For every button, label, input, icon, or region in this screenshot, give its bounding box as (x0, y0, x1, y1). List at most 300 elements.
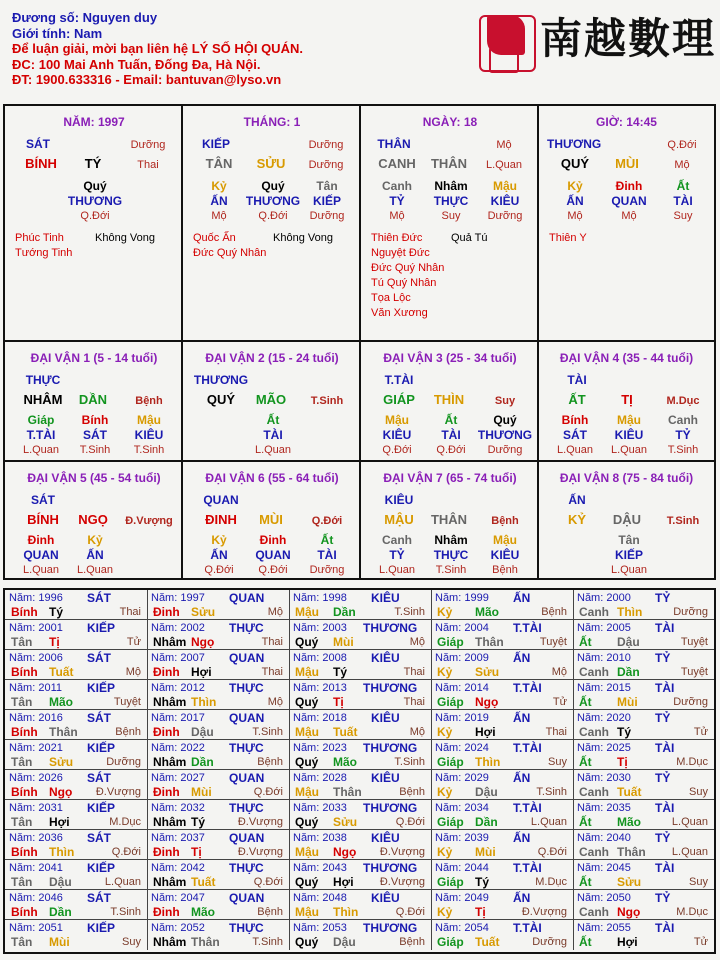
year-value: 2008 (322, 652, 347, 664)
year-branch: Thìn (191, 695, 217, 709)
year-stem: Quý (295, 635, 319, 649)
year-value: 2015 (606, 682, 631, 694)
year-god: TỶ (655, 591, 671, 605)
year-stem: Bính (11, 785, 38, 799)
year-stem: Đinh (153, 665, 180, 679)
header-info (12, 10, 303, 88)
year-god: THỰC (229, 621, 264, 635)
year-label: Năm: 2011 (9, 682, 62, 694)
year-stem: Mậu (295, 725, 319, 739)
year-god: KIẾP (87, 741, 116, 755)
year-value: 2051 (38, 922, 63, 934)
year-stage: T.Sinh (110, 906, 141, 918)
year-stem: Kỷ (437, 845, 453, 859)
year-label: Năm: 1998 (293, 592, 347, 604)
hidden-stem: Ất (444, 413, 458, 427)
hidden-stem-stage: Q.Đới (382, 444, 412, 456)
year-label: Năm: 2004 (435, 622, 489, 634)
hidden-stem: Canh (668, 413, 698, 427)
chart-grid (3, 104, 716, 580)
hidden-stem-stage: Dưỡng (309, 564, 345, 576)
year-value: 2042 (180, 862, 205, 874)
dai-van-stem: ẤT (568, 392, 586, 407)
year-value: 2017 (180, 712, 205, 724)
dai-van-stage: Suy (494, 395, 516, 407)
hidden-stem-god: QUAN (23, 548, 59, 562)
year-branch: Dậu (475, 785, 498, 799)
hidden-stem-stage: Bệnh (492, 564, 518, 576)
year-value: 2052 (180, 922, 205, 934)
year-branch: Tuất (49, 665, 74, 679)
year-value: 2026 (38, 772, 63, 784)
year-label: Năm: 2020 (577, 712, 631, 724)
dai-van-stem: KỶ (567, 512, 587, 527)
hidden-stem-god: THƯƠNG (477, 428, 533, 442)
year-god: THƯƠNG (363, 741, 418, 755)
year-stage: Đ.Vượng (237, 816, 283, 828)
year-stem: Canh (579, 845, 609, 859)
year-stem: Canh (579, 665, 609, 679)
year-value: 2049 (464, 892, 489, 904)
year-cell (431, 590, 574, 620)
year-cell (431, 710, 574, 740)
year-branch: Mùi (475, 845, 496, 859)
year-label: Năm: 2051 (9, 922, 63, 934)
hidden-stem-god: QUAN (611, 194, 647, 208)
hidden-stem-god: THỰC (433, 548, 469, 562)
year-cell (431, 770, 574, 800)
year-stem: Kỷ (437, 725, 453, 739)
year-cell (147, 770, 290, 800)
hidden-stem: Mậu (385, 413, 409, 427)
year-god: T.TÀI (513, 801, 542, 815)
year-cell (147, 860, 290, 890)
year-branch: Thìn (49, 845, 75, 859)
hidden-stem-stage: Dưỡng (487, 210, 523, 222)
hidden-stem: Bính (561, 413, 589, 427)
year-stem: Bính (11, 845, 38, 859)
year-label: Năm: 2000 (577, 592, 631, 604)
year-stem: Bính (11, 725, 38, 739)
year-branch: Hợi (333, 875, 354, 889)
hidden-stem: Nhâm (434, 533, 468, 547)
year-label: Năm: 2015 (577, 682, 631, 694)
year-god: TÀI (655, 621, 675, 635)
year-branch: Dậu (191, 725, 214, 739)
year-stage: Thai (261, 636, 283, 648)
year-label: Năm: 2005 (577, 622, 631, 634)
year-value: 2004 (464, 622, 489, 634)
year-value: 2001 (38, 622, 63, 634)
year-god: TỶ (655, 711, 671, 725)
year-stage: Thai (545, 726, 567, 738)
year-stem: Ất (579, 935, 592, 949)
year-stage: Bệnh (115, 726, 141, 738)
hidden-stem: Ất (320, 533, 334, 547)
year-stage: L.Quan (671, 816, 708, 828)
pillar-branch: TÝ (84, 156, 102, 171)
year-god: THƯƠNG (363, 801, 418, 815)
year-branch: Thân (475, 635, 504, 649)
year-stem: Bính (11, 665, 38, 679)
hidden-stem-stage: L.Quan (76, 564, 114, 576)
year-god: KIÊU (371, 591, 400, 605)
hidden-stem-god: KIÊU (490, 194, 520, 208)
year-value: 2028 (322, 772, 347, 784)
hidden-stem: Bính (81, 413, 109, 427)
year-cell (573, 770, 714, 800)
dai-van-stem: ĐINH (205, 512, 237, 527)
year-cell (147, 680, 290, 710)
year-label: Năm: 2035 (577, 802, 631, 814)
year-cell (147, 920, 290, 950)
year-cell (147, 830, 290, 860)
year-cell (573, 710, 714, 740)
year-god: KIÊU (371, 711, 400, 725)
year-label: Năm: 2002 (151, 622, 205, 634)
dai-van-stem: MẬU (384, 512, 414, 527)
year-stage: Bệnh (399, 936, 425, 948)
hidden-stem-stage: Q.Đới (436, 444, 466, 456)
hidden-stem-god: SÁT (83, 428, 107, 442)
year-label: Năm: 2027 (151, 772, 205, 784)
year-stem: Tân (11, 695, 33, 709)
year-stage: Tuyệt (113, 696, 141, 708)
year-label: Năm: 2055 (577, 922, 631, 934)
hidden-stem-stage: T.Sinh (79, 444, 111, 456)
year-branch: Thìn (475, 755, 501, 769)
year-stage: Bệnh (257, 906, 283, 918)
dai-van-title: ĐẠI VẬN 3 (25 - 34 tuổi) (383, 351, 517, 365)
year-label: Năm: 2033 (293, 802, 347, 814)
year-stage: Q.Đới (253, 876, 283, 888)
hidden-stem-stage: L.Quan (254, 444, 292, 456)
hidden-stem-stage: Q.Đới (258, 564, 288, 576)
hidden-stem-god: KIÊU (490, 548, 520, 562)
year-label: Năm: 2029 (435, 772, 489, 784)
pillar-title: THÁNG: 1 (243, 115, 301, 129)
pillar-title: NĂM: 1997 (63, 115, 125, 129)
year-label: Năm: 2008 (293, 652, 347, 664)
year-stage: L.Quan (530, 816, 567, 828)
year-stem: Quý (295, 875, 319, 889)
pillar-branch-stage: Mộ (674, 159, 690, 171)
year-stage: Tuyệt (680, 666, 708, 678)
star-name: Đức Quý Nhân (193, 247, 267, 259)
year-label: Năm: 2010 (577, 652, 631, 664)
year-label: Năm: 2012 (151, 682, 205, 694)
year-stem: Quý (295, 695, 319, 709)
year-god: TỶ (655, 771, 671, 785)
year-branch: Ngọ (49, 785, 73, 799)
year-branch: Thân (191, 935, 220, 949)
year-branch: Hợi (191, 665, 212, 679)
year-value: 2046 (38, 892, 63, 904)
year-value: 2003 (322, 622, 347, 634)
year-branch: Dần (333, 605, 356, 619)
year-stage: Dưỡng (673, 696, 708, 708)
year-god: SÁT (87, 651, 111, 665)
year-stem: Bính (11, 605, 38, 619)
pillar-branch: SỬU (256, 156, 286, 171)
year-cell (5, 800, 148, 830)
year-god: T.TÀI (513, 681, 542, 695)
year-stage: L.Quan (104, 876, 141, 888)
year-stem: Giáp (437, 815, 464, 829)
year-god: T.TÀI (513, 921, 542, 935)
year-stage: Tuyệt (680, 636, 708, 648)
year-branch: Tuất (475, 935, 500, 949)
year-cell (5, 620, 148, 650)
year-value: 2030 (606, 772, 631, 784)
hidden-stem: Mậu (493, 179, 517, 193)
year-god: KIẾP (87, 921, 116, 935)
hidden-stem: Kỷ (211, 533, 227, 547)
year-god: QUAN (229, 651, 265, 665)
year-god: THỰC (229, 801, 264, 815)
year-god: ẤN (513, 891, 531, 905)
hidden-stem-god: TÀI (441, 428, 461, 442)
year-stage: Đ.Vượng (95, 786, 141, 798)
year-value: 2031 (38, 802, 63, 814)
year-cell (147, 620, 290, 650)
year-stage: Bệnh (399, 786, 425, 798)
year-cell (5, 830, 148, 860)
hidden-stem-god: KIẾP (614, 548, 643, 562)
year-stage: Q.Đới (253, 786, 283, 798)
year-stem: Kỷ (437, 665, 453, 679)
year-label: Năm: 2014 (435, 682, 489, 694)
year-god: SÁT (87, 711, 111, 725)
year-cell (431, 740, 574, 770)
year-stage: Tử (693, 936, 708, 948)
dai-van-god: SÁT (31, 493, 55, 507)
year-branch: Dậu (49, 875, 72, 889)
year-branch: Sửu (617, 875, 642, 889)
dai-van-stage: Đ.Vượng (125, 515, 173, 527)
hidden-stem-god: ẤN (566, 194, 584, 208)
year-stem: Nhâm (153, 815, 187, 829)
year-stage: M.Dục (676, 906, 708, 918)
year-label: Năm: 2053 (293, 922, 347, 934)
year-stem: Tân (11, 755, 33, 769)
hidden-stem-stage: T.Sinh (667, 444, 699, 456)
year-value: 1997 (180, 592, 205, 604)
year-value: 2047 (180, 892, 205, 904)
year-value: 2055 (606, 922, 631, 934)
hidden-stem-god: KIÊU (382, 428, 412, 442)
year-label: Năm: 2044 (435, 862, 489, 874)
year-god: T.TÀI (513, 621, 542, 635)
year-stem: Ất (579, 635, 592, 649)
dai-van-stage: T.Sinh (666, 515, 700, 527)
hidden-stem-stage: Dưỡng (487, 444, 523, 456)
year-god: QUAN (229, 831, 265, 845)
year-god: THỰC (229, 861, 264, 875)
year-value: 2050 (606, 892, 631, 904)
year-stem: Tân (11, 935, 33, 949)
year-god: TÀI (655, 681, 675, 695)
hidden-stem-stage: Mộ (621, 210, 637, 222)
year-value: 2021 (38, 742, 63, 754)
year-label: Năm: 1997 (151, 592, 205, 604)
year-cell (289, 890, 432, 920)
pillar-stem-stage: Dưỡng (308, 139, 344, 151)
hidden-stem-god: ẤN (86, 548, 104, 562)
hidden-stem: Mậu (617, 413, 641, 427)
year-label: Năm: 2036 (9, 832, 63, 844)
year-god: T.TÀI (513, 861, 542, 875)
year-value: 2037 (180, 832, 205, 844)
year-branch: Thân (333, 785, 362, 799)
year-cell (573, 620, 714, 650)
year-cell (573, 830, 714, 860)
hidden-stem-stage: L.Quan (610, 444, 648, 456)
year-value: 1999 (464, 592, 489, 604)
year-branch: Dậu (333, 935, 356, 949)
star-name: Quả Tú (451, 232, 488, 244)
hidden-stem-stage: Mộ (567, 210, 583, 222)
year-branch: Tuất (191, 875, 216, 889)
year-stem: Mậu (295, 845, 319, 859)
year-value: 2020 (606, 712, 631, 724)
year-stage: Dưỡng (532, 936, 567, 948)
pillar-stem: QUÝ (560, 156, 590, 171)
hidden-stem: Tân (618, 533, 640, 547)
year-stem: Tân (11, 635, 33, 649)
year-value: 2006 (38, 652, 63, 664)
year-stage: Tử (693, 726, 708, 738)
star-name: Nguyệt Đức (371, 247, 430, 259)
dai-van-cell (361, 462, 539, 578)
year-stem: Nhâm (153, 875, 187, 889)
year-label: Năm: 2013 (293, 682, 347, 694)
year-branch: Ngọ (475, 695, 499, 709)
year-stage: Mộ (125, 666, 141, 678)
year-god: KIẾP (87, 681, 116, 695)
year-branch: Tý (617, 725, 632, 739)
year-branch: Mùi (49, 935, 70, 949)
year-branch: Dần (49, 905, 72, 919)
year-stem: Ất (579, 755, 592, 769)
year-cell (289, 920, 432, 950)
year-god: QUAN (229, 771, 265, 785)
year-cell (147, 710, 290, 740)
subject-name: Đương số: Nguyen duy (12, 10, 158, 25)
year-cell (5, 710, 148, 740)
year-label: Năm: 2022 (151, 742, 205, 754)
year-stem: Mậu (295, 605, 319, 619)
year-god: THỰC (229, 921, 264, 935)
year-cell (289, 860, 432, 890)
year-stem: Mậu (295, 665, 319, 679)
year-value: 2041 (38, 862, 63, 874)
dai-van-branch: THÌN (433, 392, 465, 407)
year-branch: Hợi (617, 935, 638, 949)
dai-van-stem: BÍNH (27, 512, 59, 527)
star-name: Tú Quý Nhân (371, 277, 437, 289)
year-stage: T.Sinh (536, 786, 567, 798)
dai-van-branch: THÂN (430, 512, 468, 527)
year-label: Năm: 2030 (577, 772, 631, 784)
year-label: Năm: 2040 (577, 832, 631, 844)
year-god: ẤN (513, 771, 531, 785)
year-label: Năm: 2039 (435, 832, 489, 844)
year-cell (431, 650, 574, 680)
year-value: 2054 (464, 922, 489, 934)
year-stem: Canh (579, 725, 609, 739)
pillar-stem-stage: Dưỡng (130, 139, 166, 151)
pillar-stem-stage: Mộ (496, 139, 512, 151)
year-label: Năm: 2003 (293, 622, 347, 634)
year-cell (147, 890, 290, 920)
dai-van-stage: T.Sinh (310, 395, 344, 407)
year-label: Năm: 2024 (435, 742, 489, 754)
dai-van-god: THƯƠNG (193, 373, 249, 387)
hidden-stem: Đinh (615, 179, 643, 193)
year-value: 1998 (322, 592, 347, 604)
year-god: THỰC (229, 681, 264, 695)
year-value: 2005 (606, 622, 631, 634)
pillar-stem-god: THÂN (377, 137, 411, 151)
hidden-stem: Tân (316, 179, 338, 193)
pillar-stem: CANH (378, 156, 416, 171)
year-label: Năm: 2049 (435, 892, 489, 904)
year-branch: Mão (191, 905, 215, 919)
year-label: Năm: 2001 (9, 622, 63, 634)
year-god: TÀI (655, 921, 675, 935)
dai-van-god: THỰC (25, 373, 61, 387)
dai-van-title: ĐẠI VẬN 8 (75 - 84 tuổi) (559, 471, 694, 485)
year-stem: Nhâm (153, 695, 187, 709)
dai-van-title: ĐẠI VẬN 2 (15 - 24 tuổi) (205, 351, 339, 365)
year-label: Năm: 2028 (293, 772, 347, 784)
dai-van-branch: MÙI (259, 512, 283, 527)
year-branch: Mão (475, 605, 499, 619)
pillar-cell (539, 106, 714, 342)
year-cell (573, 860, 714, 890)
year-value: 2011 (38, 682, 62, 694)
hidden-stem-god: KIÊU (614, 428, 644, 442)
year-stage: Mộ (267, 606, 283, 618)
year-label: Năm: 2050 (577, 892, 631, 904)
year-cell (289, 590, 432, 620)
hidden-stem-god: ẤN (210, 194, 228, 208)
year-stage: Bệnh (541, 606, 567, 618)
dai-van-stage: Q.Đới (311, 515, 343, 527)
year-label: Năm: 2017 (151, 712, 205, 724)
year-stage: Bệnh (257, 756, 283, 768)
hidden-stem-stage: L.Quan (22, 444, 60, 456)
year-cell (5, 680, 148, 710)
year-stage: Thai (261, 666, 283, 678)
year-cell (431, 620, 574, 650)
hidden-stem: Kỷ (567, 179, 583, 193)
hidden-stem: Giáp (27, 413, 55, 427)
year-value: 2034 (464, 802, 489, 814)
year-branch: Tị (475, 905, 486, 919)
pillar-stem: BÍNH (25, 156, 57, 171)
year-stage: Suy (689, 876, 708, 888)
hidden-stem-god: T.TÀI (26, 428, 56, 442)
year-value: 2002 (180, 622, 205, 634)
year-stem: Ất (579, 875, 592, 889)
year-stage: Đ.Vượng (521, 906, 567, 918)
year-label: Năm: 2041 (9, 862, 63, 874)
year-value: 2039 (464, 832, 489, 844)
hidden-stem: Mậu (137, 413, 161, 427)
year-cell (573, 650, 714, 680)
